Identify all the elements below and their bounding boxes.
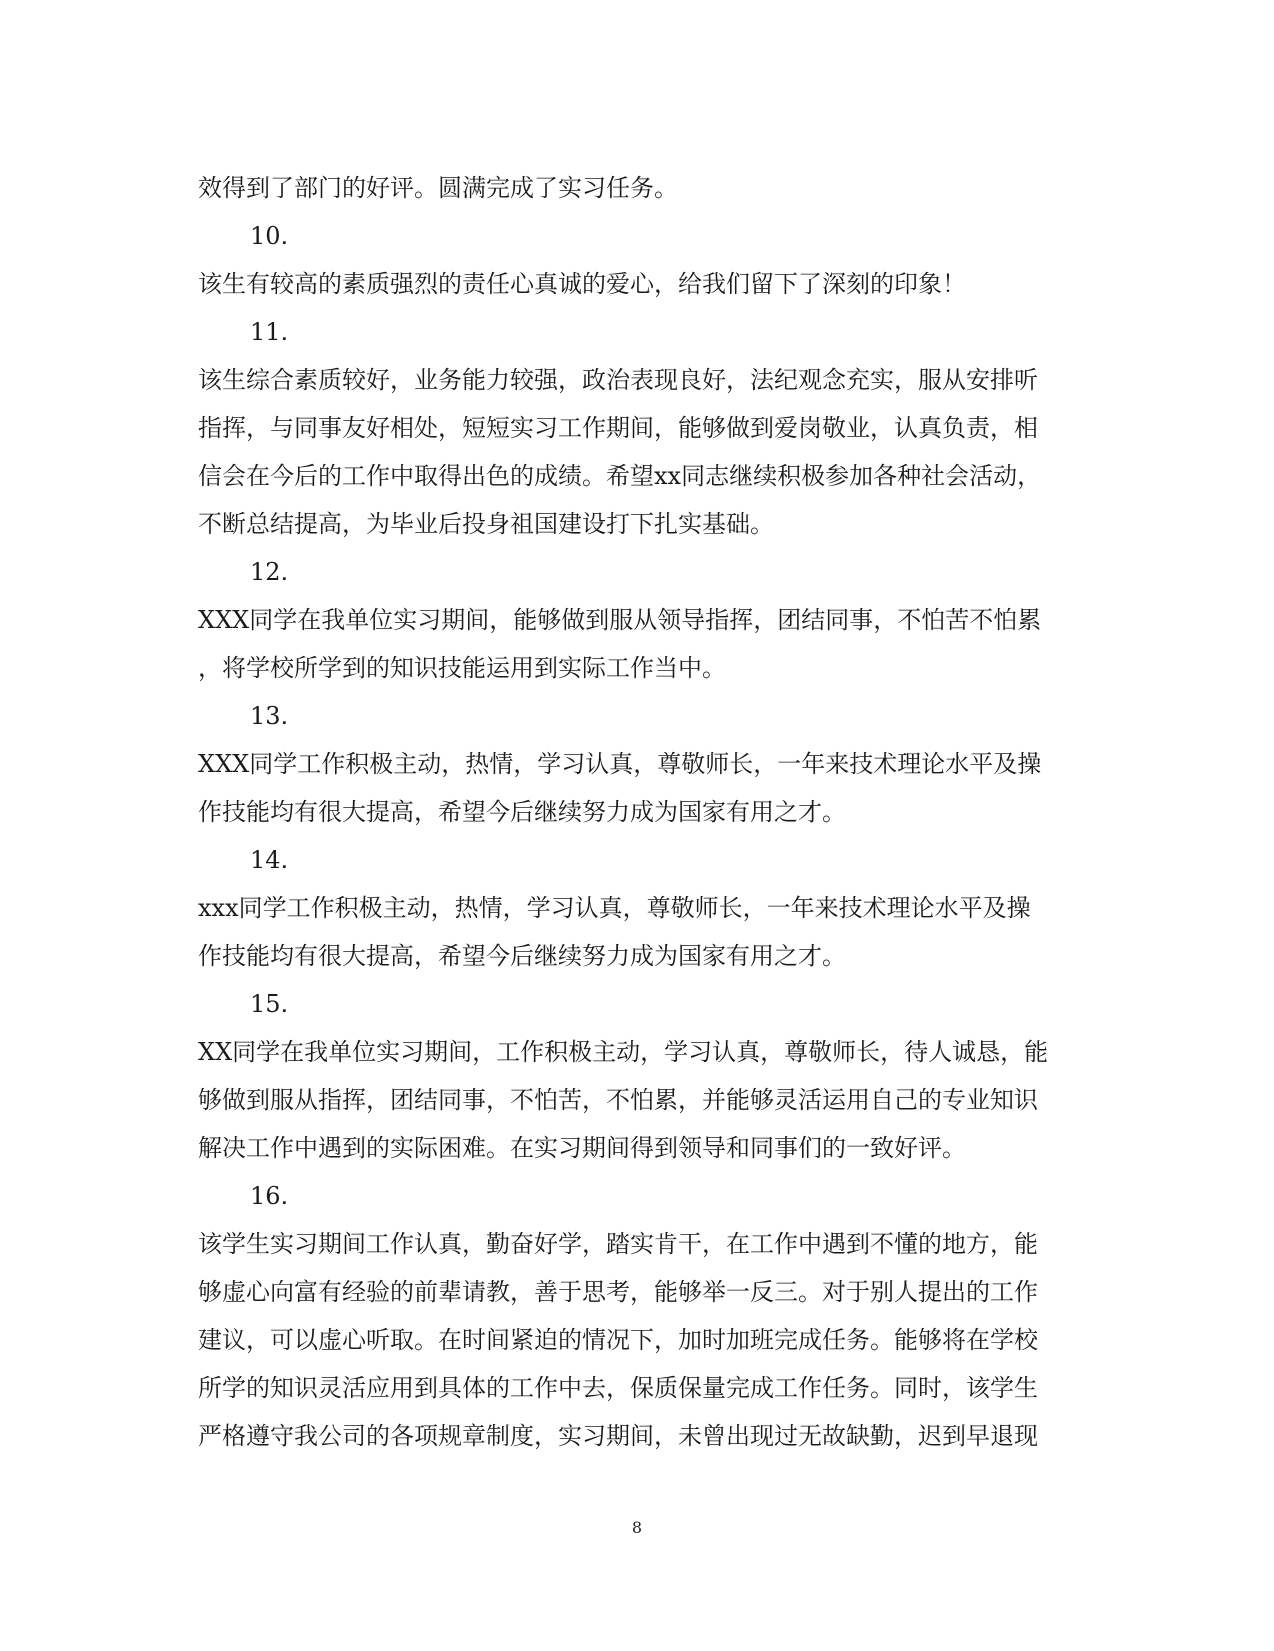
paragraph-line: 解决工作中遇到的实际困难。在实习期间得到领导和同事们的一致好评。 xyxy=(198,1134,966,1162)
paragraph-line: 指挥，与同事友好相处，短短实习工作期间，能够做到爱岗敬业，认真负责，相 xyxy=(198,414,1038,442)
paragraph-line: 该生综合素质较好，业务能力较强，政治表现良好，法纪观念充实，服从安排听 xyxy=(198,366,1038,394)
paragraph-line: 作技能均有很大提高，希望今后继续努力成为国家有用之才。 xyxy=(198,942,846,970)
paragraph-line: ，将学校所学到的知识技能运用到实际工作当中。 xyxy=(198,654,726,682)
item-number: 13. xyxy=(250,702,289,730)
paragraph-line: 效得到了部门的好评。圆满完成了实习任务。 xyxy=(198,174,678,202)
paragraph-line: 该生有较高的素质强烈的责任心真诚的爱心，给我们留下了深刻的印象！ xyxy=(198,270,966,298)
item-number: 11. xyxy=(250,318,289,346)
item-number: 10. xyxy=(250,222,289,250)
paragraph-line: XXX同学在我单位实习期间，能够做到服从领导指挥，团结同事，不怕苦不怕累 xyxy=(198,606,1042,634)
item-number: 15. xyxy=(250,990,289,1018)
paragraph-line: 作技能均有很大提高，希望今后继续努力成为国家有用之才。 xyxy=(198,798,846,826)
paragraph-line: 信会在今后的工作中取得出色的成绩。希望xx同志继续积极参加各种社会活动， xyxy=(198,462,1042,490)
page-number: 8 xyxy=(631,1518,643,1537)
paragraph-line: 所学的知识灵活应用到具体的工作中去，保质保量完成工作任务。同时，该学生 xyxy=(198,1374,1038,1402)
paragraph-line: 建议，可以虚心听取。在时间紧迫的情况下，加时加班完成任务。能够将在学校 xyxy=(198,1326,1038,1354)
paragraph-line: xxx同学工作积极主动，热情，学习认真，尊敬师长，一年来技术理论水平及操 xyxy=(198,894,1031,922)
item-number: 12. xyxy=(250,558,289,586)
paragraph-line: 该学生实习期间工作认真，勤奋好学，踏实肯干，在工作中遇到不懂的地方，能 xyxy=(198,1230,1038,1258)
item-number: 16. xyxy=(250,1182,289,1210)
paragraph-line: XXX同学工作积极主动，热情，学习认真，尊敬师长，一年来技术理论水平及操 xyxy=(198,750,1042,778)
paragraph-line: 够虚心向富有经验的前辈请教，善于思考，能够举一反三。对于别人提出的工作 xyxy=(198,1278,1038,1306)
item-number: 14. xyxy=(250,846,289,874)
paragraph-line: XX同学在我单位实习期间，工作积极主动，学习认真，尊敬师长，待人诚恳，能 xyxy=(198,1038,1049,1066)
paragraph-line: 够做到服从指挥，团结同事，不怕苦，不怕累，并能够灵活运用自己的专业知识 xyxy=(198,1086,1038,1114)
paragraph-line: 不断总结提高，为毕业后投身祖国建设打下扎实基础。 xyxy=(198,510,774,538)
document-body xyxy=(198,164,1078,1460)
paragraph-line: 严格遵守我公司的各项规章制度，实习期间，未曾出现过无故缺勤，迟到早退现 xyxy=(198,1422,1038,1450)
